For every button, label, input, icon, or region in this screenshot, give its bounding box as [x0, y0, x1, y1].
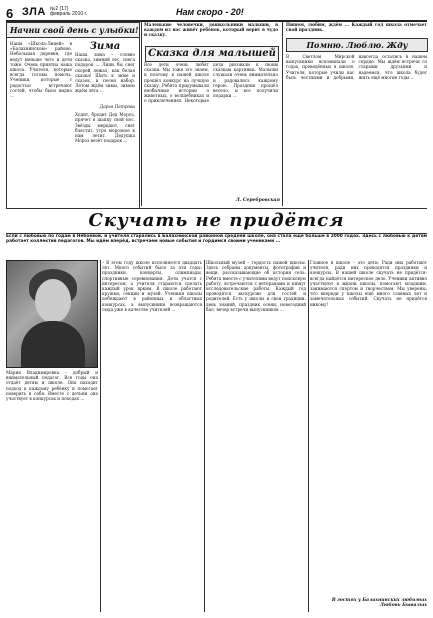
- column-divider: [204, 260, 205, 612]
- right-title-box: [286, 38, 428, 52]
- issue-number: №2 (17): [50, 6, 69, 12]
- middle-title-box: [145, 46, 279, 62]
- poem-box-title: Начни свой день с улыбки!: [7, 23, 139, 38]
- right-title: Помню. Люблю. Жду: [306, 40, 408, 50]
- newspaper-logo: ЗЛА: [22, 6, 46, 18]
- poem-title: Зима: [89, 41, 121, 52]
- article-column-4: Главное в школе – это дети. Ради них работают учителя, ради них проводятся праздники и конкурсы. В нашей школе скучать не придётся: всегда найдётся интересное дело. Ученики активно участвуют в жизни школы, помогают младшим, занимаются спортом и творчеством. Мы уверены, что впереди у школы ещё много славных лет и замечательных событий. Скучать не придётся никому!: [310, 260, 427, 307]
- article-column-3: Школьный музей – гордость нашей школы. Здесь собраны документы, фотографии и вещи, рассказывающие об истории села. Ребята вместе с учителями ведут поисковую работу, встречаются с ветеранами и пишут исследовательские работы. Каждый год проводятся экскурсии для гостей и родителей. Есть у школы и свои традиции: день знаний, праздник осени, новогодний бал, вечер встречи выпускников ...: [206, 260, 306, 312]
- middle-intro: Маленькие человечки, дошкольники малыши, в каждом из нас живёт ребёнок, который верит в чудо и сказку.: [144, 22, 278, 38]
- right-article-text: В Светлом Мирской выпускники вспоминали о годах, проведённых в школе. Учителя, которые учили нас быть честными и добрыми, навсегда остались в нашем сердце. Мы ждём встречи со старыми друзьями и надеемся, что школа будет жить ещё многие годы ...: [286, 54, 427, 80]
- poem-box: [6, 22, 140, 209]
- main-headline-banner: [6, 208, 427, 234]
- column-divider: [100, 260, 101, 612]
- article-byline: В гостях у Балахнинских любимых Любовь Бывалых: [331, 598, 427, 608]
- article-column-1: Мария Владимировна – добрый и внимательный педагог. Все годы она отдаёт детям и школе. Она находит подход к каждому ребёнку и помогает поверить в себя. Вместе с детьми она участвует в конкурсах и походах ...: [6, 370, 98, 402]
- photo-face: [35, 279, 71, 323]
- photo-body: [21, 321, 85, 368]
- right-intro: Пишем, любим, ждём ... Каждый год школа отмечает свой праздник.: [286, 22, 427, 33]
- issue-info: [50, 7, 87, 17]
- poem-box-left-text: Наша «Школа-Лицей» в «Балахнинском» районе. Небольшая деревня, где ведут меньше чего и дети тоже. Очень приятна наша школа. Учителя, которые всегда готовы помочь. Ученики, которые с радостью встречают гостей, чтобы было видно ...: [10, 41, 72, 99]
- column-divider: [141, 22, 142, 206]
- poem-box-right-text: Ходит, бродит Дед Мороз, прячет в шапку свой нос. Звёзды мерцают, снег блестит, утро морозное к нам летит. Дедушка Мороз везёт подарок ...: [75, 112, 135, 144]
- column-divider: [282, 22, 283, 206]
- main-lede: Если с любовью по годам в Небоевой, и учителя старались в Балахнинской районной средней школе, она стала ещё больше в 2000 годах. Здесь с любовью к детям работает коллектив педагогов. Мы идём вперёд, встречаем новые события и гордимся своими учениками ...: [6, 234, 427, 245]
- middle-article-text: Все дети очень любят сказки. Мы тоже это знаем, и поэтому в нашей школе прошёл конкурс на лучшую сказку. Ребята придумывали необычные истории о животных, о волшебниках и о приключениях. Некоторые дети рисовали к своим сказкам картинки. Малыши слушали очень внимательно и радовались каждому герою. Праздник прошёл весело, и все получили подарки ...: [144, 62, 278, 104]
- teacher-photo: [6, 260, 98, 368]
- issue-date: февраль 2010 г.: [50, 11, 88, 17]
- poem-author: Дарья Петрова: [99, 104, 135, 109]
- page-header: [6, 6, 427, 22]
- page-number: 6: [6, 6, 14, 21]
- middle-signature: Л. Серебровская: [235, 198, 280, 203]
- column-divider: [308, 260, 309, 612]
- middle-title: Сказка для малышей: [148, 48, 276, 59]
- article-column-2: – В этом году школе исполняется двадцать лет. Много событий было за эти годы: праздники, концерты, олимпиады, спортивные соревнования. Дети учатся с интересом, а учителя стараются сделать каждый урок ярким. В школе работают кружки, секции и музей. Ученики школы побеждают в районных и областных конкурсах, а выпускники возвращаются сюда уже в качестве учителей ...: [102, 260, 202, 312]
- poem-text: Наша зима – словно сказка, зимний лес, снега подарок ... Лишь бы снег скорей лежал, как белая сказка! Шить к зиме и сказок, и песен набор. Летом ждём зимы, зимою ждём лета ...: [75, 52, 135, 94]
- main-headline: Скучать не придётся: [88, 210, 345, 231]
- running-title: Нам скоро - 20!: [176, 7, 244, 17]
